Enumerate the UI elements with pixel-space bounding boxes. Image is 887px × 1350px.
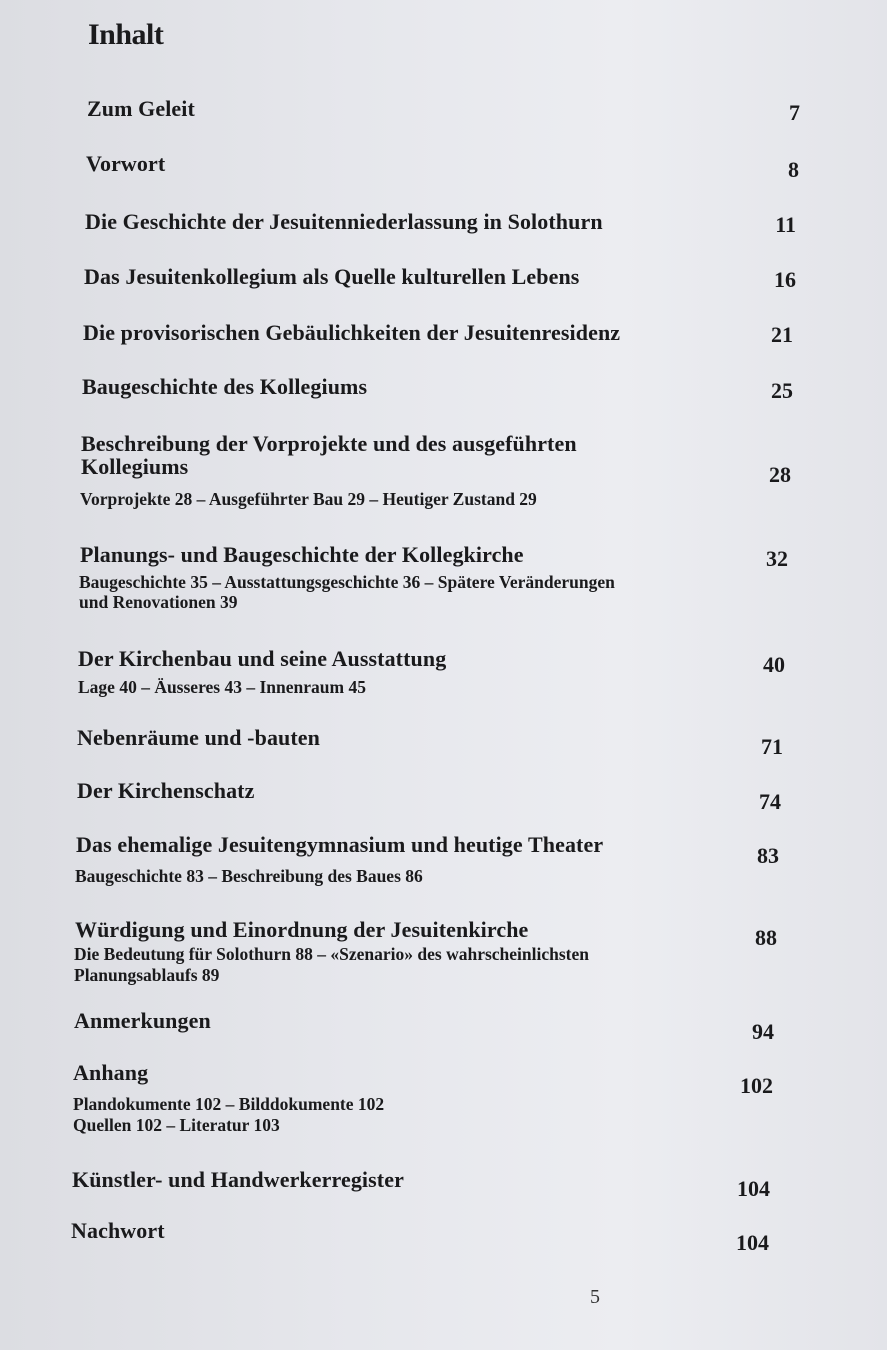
toc-entry-title: Beschreibung der Vorprojekte und des ausgeführten	[81, 431, 577, 456]
toc-entry-page: 74	[759, 789, 781, 814]
toc-entry-title: Planungs- und Baugeschichte der Kollegkirche	[80, 542, 524, 567]
toc-entry-title-continued: Kollegiums	[81, 454, 189, 479]
toc-entry-title: Künstler- und Handwerkerregister	[72, 1167, 404, 1192]
toc-entry-title: Zum Geleit	[87, 96, 195, 121]
toc-entry-title: Nachwort	[71, 1218, 165, 1243]
toc-entry-page: 16	[774, 267, 796, 292]
toc-entry-title: Anhang	[73, 1060, 149, 1085]
toc-entry-page: 32	[766, 546, 788, 571]
toc-entry-title: Baugeschichte des Kollegiums	[82, 374, 368, 399]
page-heading: Inhalt	[88, 18, 164, 51]
toc-entry-subtopics-continued: Planungsablaufs 89	[74, 965, 220, 985]
toc-entry-page: 7	[789, 100, 800, 125]
toc-entry-page: 40	[763, 652, 785, 677]
toc-entry-title: Vorwort	[86, 151, 166, 176]
toc-entry-subtopics: Baugeschichte 83 – Beschreibung des Baues 86	[75, 866, 423, 886]
toc-entry-page: 28	[769, 462, 791, 487]
toc-entry-page: 104	[736, 1230, 769, 1255]
toc-entry-subtopics: Die Bedeutung für Solothurn 88 – «Szenario» des wahrscheinlichsten	[74, 944, 589, 964]
toc-entry-subtopics: Baugeschichte 35 – Ausstattungsgeschichte 36 – Spätere Veränderungen	[79, 572, 615, 592]
toc-entry-title: Der Kirchenbau und seine Ausstattung	[78, 646, 447, 671]
toc-entry-page: 11	[775, 212, 796, 237]
toc-entry-subtopics: Plandokumente 102 – Bilddokumente 102	[73, 1094, 385, 1114]
toc-entry-page: 94	[752, 1019, 774, 1044]
toc-entry-title: Der Kirchenschatz	[77, 778, 255, 803]
toc-entry-subtopics: Vorprojekte 28 – Ausgeführter Bau 29 – Heutiger Zustand 29	[80, 489, 537, 509]
toc-entry-title: Würdigung und Einordnung der Jesuitenkirche	[75, 917, 529, 942]
toc-entry-page: 25	[771, 378, 793, 403]
toc-entry-title: Anmerkungen	[74, 1008, 211, 1033]
toc-entry-title: Das Jesuitenkollegium als Quelle kulturellen Lebens	[84, 264, 580, 289]
page-number: 5	[590, 1286, 600, 1308]
toc-entry-title: Die provisorischen Gebäulichkeiten der Jesuitenresidenz	[83, 320, 621, 345]
toc-entry-page: 21	[771, 322, 793, 347]
toc-entry-title: Die Geschichte der Jesuitenniederlassung in Solothurn	[85, 209, 603, 234]
toc-entry-subtopics-continued: Quellen 102 – Literatur 103	[73, 1115, 280, 1135]
toc-entry-subtopics: Lage 40 – Äusseres 43 – Innenraum 45	[78, 677, 366, 697]
toc-entry-title: Das ehemalige Jesuitengymnasium und heutige Theater	[76, 832, 604, 857]
toc-entry-page: 102	[740, 1073, 773, 1098]
toc-entry-page: 88	[755, 925, 777, 950]
toc-entry-title: Nebenräume und -bauten	[77, 725, 321, 750]
toc-entry-page: 83	[757, 843, 779, 868]
toc-entry-subtopics-continued: und Renovationen 39	[79, 592, 238, 612]
toc-entry-page: 104	[737, 1176, 770, 1201]
toc-entry-page: 8	[788, 157, 799, 182]
toc-entry-page: 71	[761, 734, 783, 759]
